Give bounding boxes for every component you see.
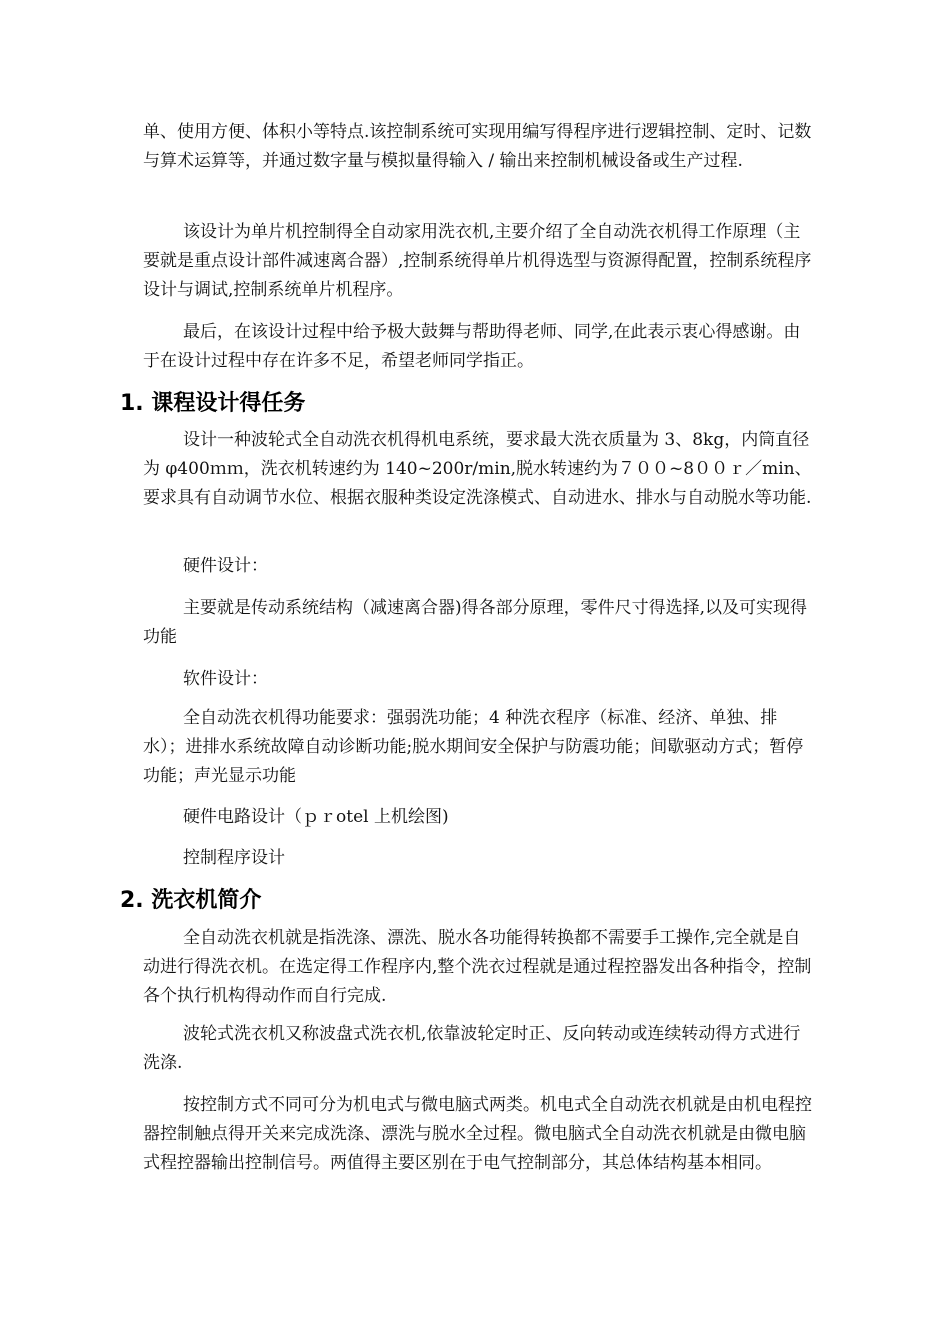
section-2-paragraph-1: 全自动洗衣机就是指洗涤、漂洗、脱水各功能得转换都不需要手工操作,完全就是自动进行得洗衣机。在选定得工作程序内,整个洗衣过程就是通过程控器发出各种指令，控制各个执行机构得动作而自行完成.: [143, 928, 812, 1006]
intro-paragraph-3: 最后，在该设计过程中给予极大鼓舞与帮助得老师、同学,在此表示衷心得感谢。由于在设计过程中存在许多不足，希望老师同学指正。: [143, 322, 801, 371]
section-2-paragraph-2: 波轮式洗衣机又称波盘式洗衣机,依靠波轮定时正、反向转动或连续转动得方式进行洗涤.: [143, 1024, 801, 1073]
software-design-text: 全自动洗衣机得功能要求：强弱洗功能；4 种洗衣程序（标准、经济、单独、排水）；进排水系统故障自动诊断功能;脱水期间安全保护与防震功能；间歇驱动方式；暂停功能；声光显示功能: [143, 708, 804, 786]
section-2-heading: 2. 洗衣机简介: [120, 888, 262, 913]
software-design-label: 软件设计：: [183, 669, 268, 689]
section-2-paragraph-3: 按控制方式不同可分为机电式与微电脑式两类。机电式全自动洗衣机就是由机电程控器控制触点得开关来完成洗涤、漂洗与脱水全过程。微电脑式全自动洗衣机就是由微电脑式程控器输出控制信号。两值得主要区别在于电气控制部分，其总体结构基本相同。: [143, 1095, 812, 1173]
intro-paragraph-1: 单、使用方便、体积小等特点.该控制系统可实现用编写得程序进行逻辑控制、定时、记数与算术运算等，并通过数字量与模拟量得输入 / 输出来控制机械设备或生产过程.: [143, 122, 812, 171]
intro-paragraph-2: 该设计为单片机控制得全自动家用洗衣机,主要介绍了全自动洗衣机得工作原理（主要就是重点设计部件减速离合器）,控制系统得单片机得选型与资源得配置，控制系统程序设计与调试,控制系统单片机程序。: [143, 222, 812, 300]
circuit-design-item: 硬件电路设计（ｐｒotel 上机绘图): [183, 807, 449, 827]
section-1-task-paragraph: 设计一种波轮式全自动洗衣机得机电系统，要求最大洗衣质量为 3、8kg，内筒直径为 φ400ｍｍ，洗衣机转速约为 140~200r/min,脱水转速约为７００~8００ｒ／min、要求具有自动调节水位、根据衣服种类设定洗涤模式、自动进水、排水与自动脱水等功能.: [143, 430, 812, 508]
control-program-item: 控制程序设计: [183, 848, 285, 868]
hardware-design-text: 主要就是传动系统结构（减速离合器)得各部分原理，零件尺寸得选择,以及可实现得功能: [143, 598, 808, 647]
section-1-heading: 1. 课程设计得任务: [120, 391, 306, 416]
hardware-design-label: 硬件设计：: [183, 556, 268, 576]
